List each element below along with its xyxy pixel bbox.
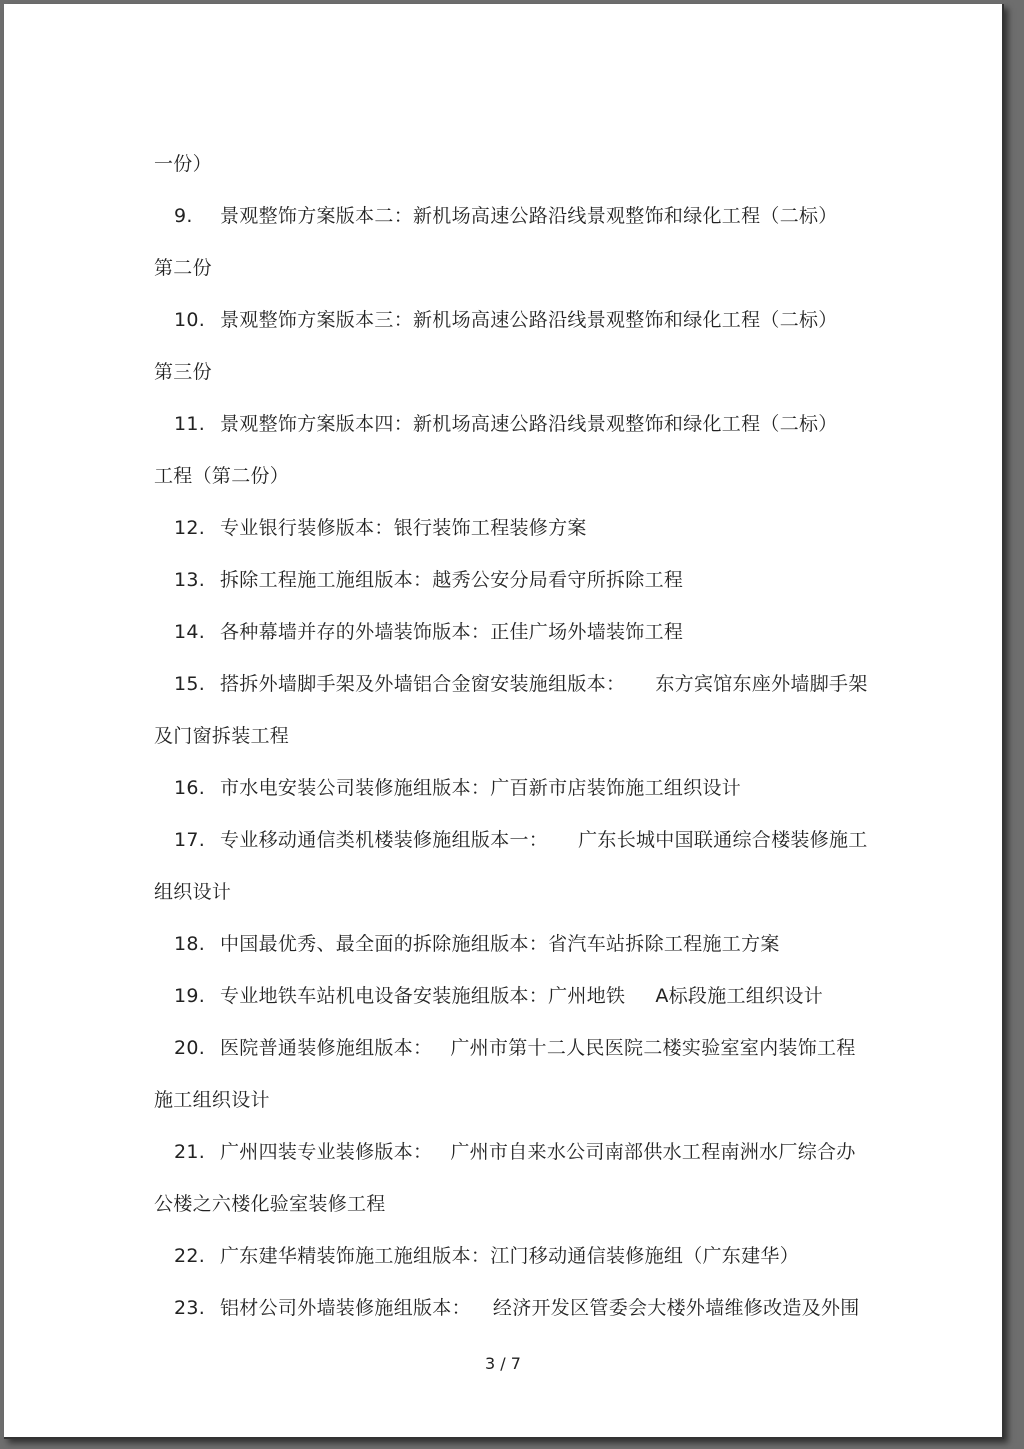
list-item: 21. 广州四装专业装修版本： 广州市自来水公司南部供水工程南洲水厂综合办 — [174, 1141, 856, 1163]
text-line: 公楼之六楼化验室装修工程 — [154, 1193, 386, 1215]
list-item: 17. 专业移动通信类机楼装修施组版本一： 广东长城中国联通综合楼装修施工 — [174, 829, 868, 851]
list-item: 11. 景观整饰方案版本四：新机场高速公路沿线景观整饰和绿化工程（二标） — [174, 413, 838, 435]
document-page — [4, 4, 1004, 1439]
list-item: 10. 景观整饰方案版本三：新机场高速公路沿线景观整饰和绿化工程（二标） — [174, 309, 838, 331]
text-line: 组织设计 — [154, 881, 232, 903]
list-item: 12. 专业银行装修版本：银行装饰工程装修方案 — [174, 517, 587, 539]
list-item: 19. 专业地铁车站机电设备安装施组版本：广州地铁 A标段施工组织设计 — [174, 985, 824, 1007]
list-item: 9. 景观整饰方案版本二：新机场高速公路沿线景观整饰和绿化工程（二标） — [174, 205, 838, 227]
text-line: 及门窗拆装工程 — [154, 725, 290, 747]
text-line: 第三份 — [154, 361, 212, 383]
text-line: 工程（第二份） — [154, 465, 290, 487]
list-item: 15. 搭拆外墙脚手架及外墙铝合金窗安装施组版本： 东方宾馆东座外墙脚手架 — [174, 673, 868, 695]
list-item: 18. 中国最优秀、最全面的拆除施组版本：省汽车站拆除工程施工方案 — [174, 933, 780, 955]
list-item: 20. 医院普通装修施组版本： 广州市第十二人民医院二楼实验室室内装饰工程 — [174, 1037, 856, 1059]
list-item: 22. 广东建华精装饰施工施组版本：江门移动通信装修施组（广东建华） — [174, 1245, 800, 1267]
list-item: 14. 各种幕墙并存的外墙装饰版本：正佳广场外墙装饰工程 — [174, 621, 684, 643]
list-item: 23. 铝材公司外墙装修施组版本： 经济开发区管委会大楼外墙维修改造及外围 — [174, 1297, 860, 1319]
list-item: 16. 市水电安装公司装修施组版本：广百新市店装饰施工组织设计 — [174, 777, 742, 799]
text-line: 施工组织设计 — [154, 1089, 270, 1111]
page-number: 3 / 7 — [485, 1354, 521, 1373]
text-line: 一份） — [154, 153, 212, 175]
list-item: 13. 拆除工程施工施组版本：越秀公安分局看守所拆除工程 — [174, 569, 684, 591]
text-line: 第二份 — [154, 257, 212, 279]
